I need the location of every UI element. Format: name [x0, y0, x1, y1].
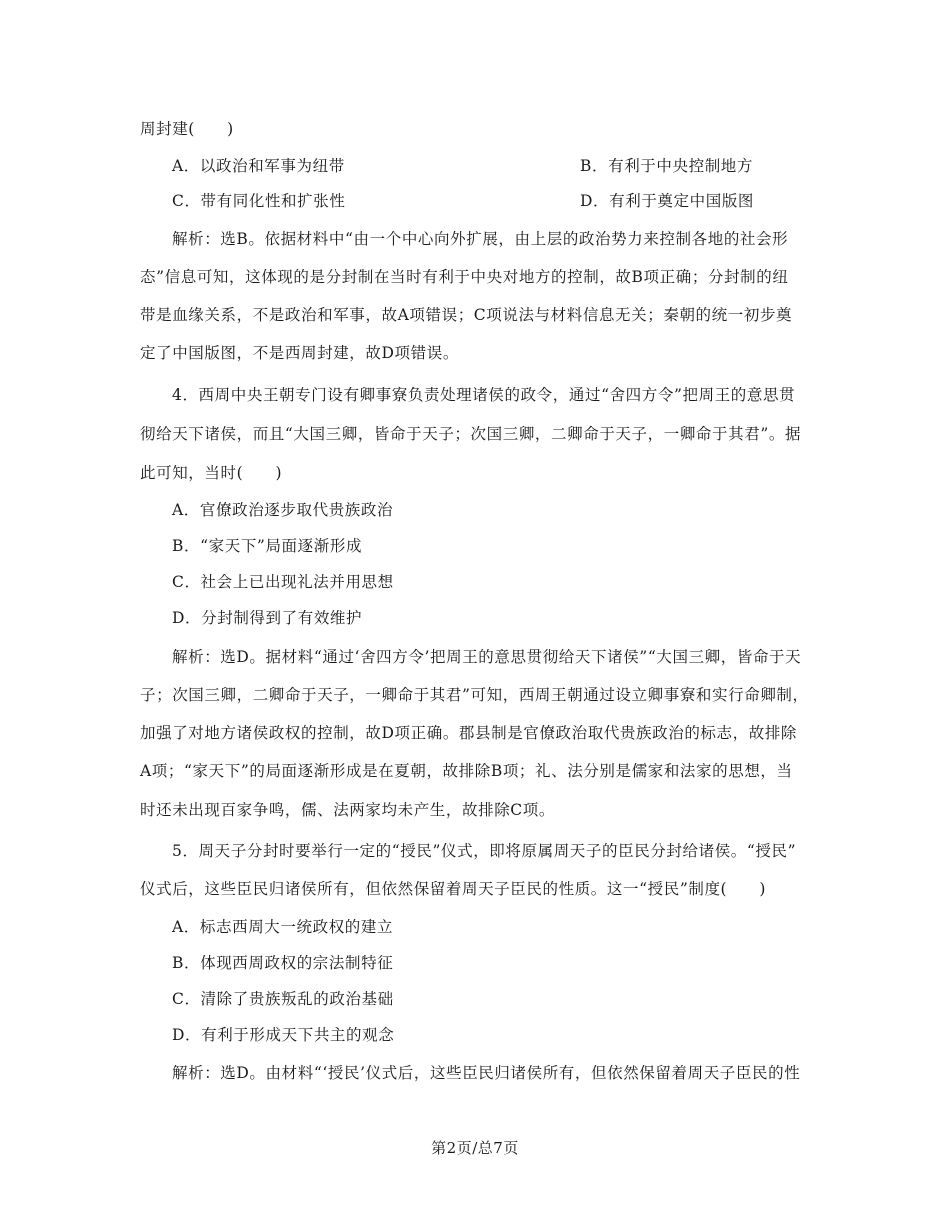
q5-option-c: C．清除了贵族叛乱的政治基础 — [172, 990, 394, 1008]
q4-analysis-line: 加强了对地方诸侯政权的控制，故D项正确。郡县制是官僚政治取代贵族政治的标志，故排除 — [140, 724, 798, 742]
q4-option-b: B．“家天下”局面逐渐形成 — [172, 537, 363, 555]
q3-option-d: D．有利于奠定中国版图 — [580, 192, 755, 210]
q5-analysis-line: 解析：选D。由材料“‘授民’仪式后，这些臣民归诸侯所有，但依然保留着周天子臣民的性 — [172, 1064, 801, 1082]
q5-option-a: A．标志西周大一统政权的建立 — [172, 918, 394, 936]
q3-analysis-line: 态”信息可知，这体现的是分封制在当时有利于中央对地方的控制，故B项正确；分封制的纽 — [140, 268, 789, 286]
q3-analysis-line: 解析：选B。依据材料中“由一个中心向外扩展，由上层的政治势力来控制各地的社会形 — [172, 230, 789, 248]
q5-stem-line: 仪式后，这些臣民归诸侯所有，但依然保留着周天子臣民的性质。这一“授民”制度( ) — [140, 880, 767, 898]
q3-option-a: A．以政治和军事为纽带 — [172, 157, 345, 175]
q4-option-c: C．社会上已出现礼法并用思想 — [172, 573, 394, 591]
q5-stem-line: 5．周天子分封时要举行一定的“授民”仪式，即将原属周天子的臣民分封给诸侯。“授民” — [172, 842, 797, 860]
q3-analysis-line: 定了中国版图，不是西周封建，故D项错误。 — [140, 344, 459, 362]
q5-option-d: D．有利于形成天下共主的观念 — [172, 1026, 395, 1044]
q5-option-b: B．体现西周政权的宗法制特征 — [172, 954, 394, 972]
q3-option-c: C．带有同化性和扩张性 — [172, 192, 346, 210]
page-number: 第2页/总7页 — [431, 1139, 519, 1157]
q3-analysis-line: 带是血缘关系，不是政治和军事，故A项错误；C项说法与材料信息无关；秦朝的统一初步奠 — [140, 306, 793, 324]
q3-option-b: B．有利于中央控制地方 — [580, 157, 753, 175]
q4-option-a: A．官僚政治逐步取代贵族政治 — [172, 501, 394, 519]
q4-option-d: D．分封制得到了有效维护 — [172, 609, 363, 627]
q4-stem-line: 4．西周中央王朝专门设有卿事寮负责处理诸侯的政令，通过“舍四方令”把周王的意思贯 — [172, 386, 796, 404]
q3-stem-tail: 周封建( ) — [140, 120, 234, 138]
q4-stem-line: 彻给天下诸侯，而且“大国三卿，皆命于天子；次国三卿，二卿命于天子，一卿命于其君”。据 — [140, 425, 802, 443]
q4-analysis-line: A项；“家天下”的局面逐渐形成是在夏朝，故排除B项；礼、法分别是儒家和法家的思想，当 — [140, 762, 793, 780]
q4-stem-line: 此可知，当时( ) — [140, 464, 283, 482]
q4-analysis-line: 时还未出现百家争鸣，儒、法两家均未产生，故排除C项。 — [140, 801, 555, 819]
q4-analysis-line: 子；次国三卿，二卿命于天子，一卿命于其君”可知，西周王朝通过设立卿事寮和实行命卿制， — [140, 686, 809, 704]
q4-analysis-line: 解析：选D。据材料“通过‘舍四方令’把周王的意思贯彻给天下诸侯”“大国三卿，皆命于天 — [172, 648, 802, 666]
